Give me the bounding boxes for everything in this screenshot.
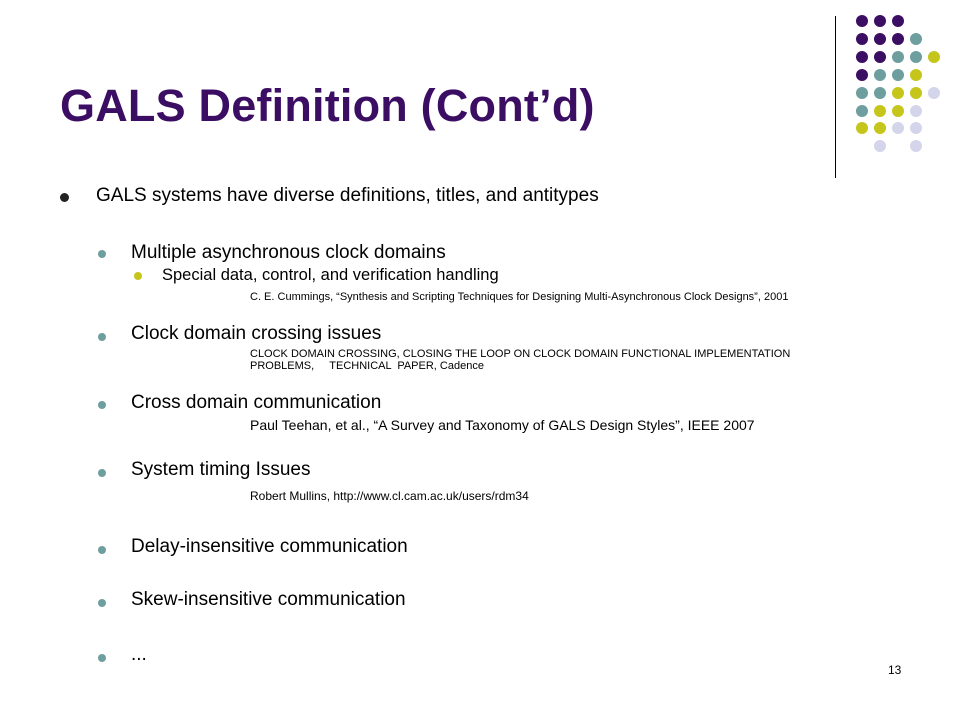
bullet-clock-domain-crossing: Clock domain crossing issues — [131, 323, 382, 344]
reference-cadence-line1: CLOCK DOMAIN CROSSING, CLOSING THE LOOP ON CLOCK DOMAIN FUNCTIONAL IMPLEMENTATION — [250, 348, 791, 360]
dot-row-7 — [856, 122, 922, 134]
dot-row-4 — [856, 69, 922, 81]
page-number: 13 — [888, 663, 902, 677]
bullet-gals-systems: GALS systems have diverse definitions, titles, and antitypes — [96, 185, 599, 206]
bullet-dot — [98, 469, 106, 477]
dot-row-6 — [856, 105, 922, 117]
bullet-dot — [134, 272, 142, 280]
reference-cummings: C. E. Cummings, “Synthesis and Scripting Techniques for Designing Multi-Asynchronous Clock Designs”, 2001 — [250, 291, 789, 303]
reference-teehan: Paul Teehan, et al., “A Survey and Taxonomy of GALS Design Styles”, IEEE 2007 — [250, 417, 755, 433]
dot-row-3 — [856, 51, 940, 63]
vertical-divider — [835, 16, 836, 178]
bullet-dot — [98, 250, 106, 258]
bullet-dot — [98, 401, 106, 409]
dot-row-8 — [874, 140, 922, 152]
bullet-system-timing-issues: System timing Issues — [131, 459, 311, 480]
dot-row-1 — [856, 15, 904, 27]
bullet-dot — [98, 333, 106, 341]
dot-row-2 — [856, 33, 922, 45]
reference-cadence-line2: PROBLEMS, TECHNICAL PAPER, Cadence — [250, 360, 484, 372]
bullet-ellipsis: ... — [131, 644, 147, 665]
bullet-dot — [60, 193, 69, 202]
bullet-skew-insensitive: Skew-insensitive communication — [131, 589, 406, 610]
bullet-multiple-async-clock-domains: Multiple asynchronous clock domains — [131, 242, 446, 263]
bullet-dot — [98, 546, 106, 554]
bullet-special-data-handling: Special data, control, and verification handling — [162, 266, 499, 284]
reference-mullins: Robert Mullins, http://www.cl.cam.ac.uk/users/rdm34 — [250, 489, 529, 503]
bullet-cross-domain-communication: Cross domain communication — [131, 392, 382, 413]
slide-title: GALS Definition (Cont’d) — [60, 80, 595, 131]
dot-row-5 — [856, 87, 940, 99]
bullet-delay-insensitive: Delay-insensitive communication — [131, 536, 408, 557]
bullet-dot — [98, 654, 106, 662]
bullet-dot — [98, 599, 106, 607]
